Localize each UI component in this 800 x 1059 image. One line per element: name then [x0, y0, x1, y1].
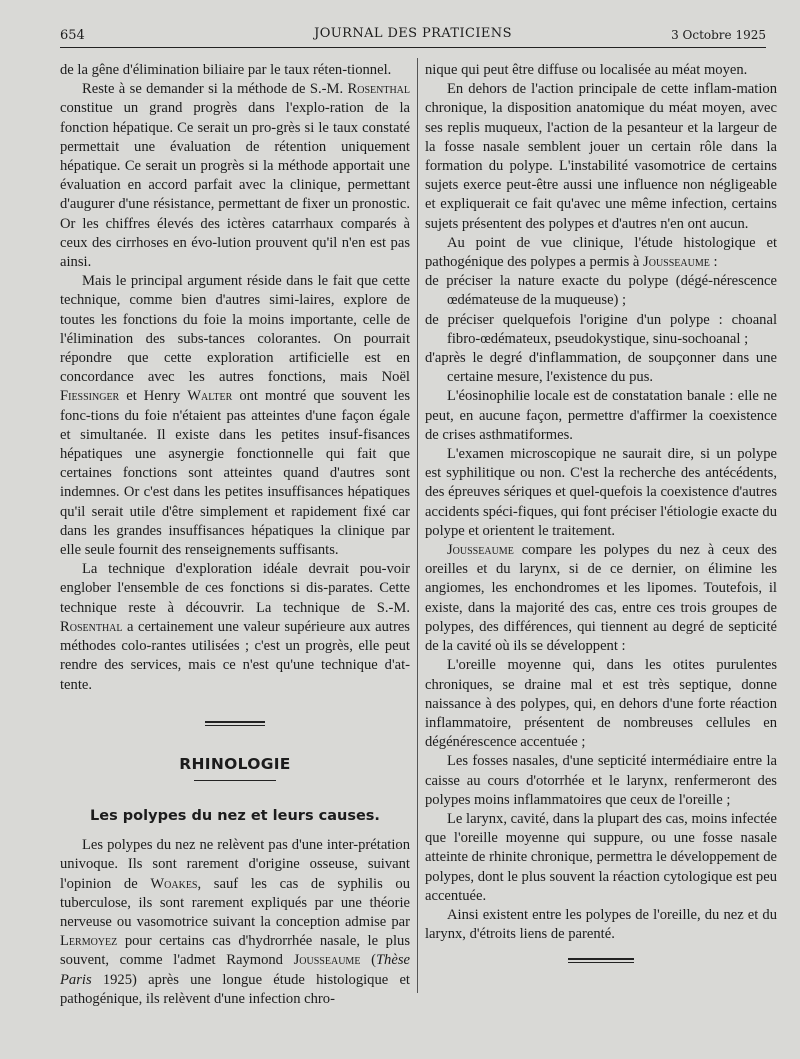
list-item: d'après le degré d'inflammation, de soupçonner dans une certaine mesure, l'existence du pus. [425, 350, 777, 386]
section-heading: RHINOLOGIE [179, 754, 291, 773]
author-name: Jousseaume [447, 542, 514, 559]
paragraph: Le larynx, cavité, dans la plupart des cas, moins infectée que l'oreille moyenne qui suppure, ou une fosse nasale atteinte de rhinite chronique, permettra le développement de polypes, dont le plus souvent la réaction cytologique est peu accentuée. [425, 810, 777, 904]
paragraph: L'oreille moyenne qui, dans les otites purulentes chroniques, se draine mal et est très septique, donne naissance à des polypes, qui, en dehors d'une forte réaction inflammatoire, présentent de nombreuses cellules en dégénérescence accentuée ; [425, 657, 777, 751]
author-name: Woakes [150, 875, 198, 892]
article-title: Les polypes du nez et leurs causes. [90, 807, 380, 824]
column-divider [417, 58, 418, 993]
journal-title: JOURNAL DES PRATICIENS [314, 26, 512, 41]
paragraph: Les fosses nasales, d'une septicité intermédiaire entre la caisse au cours d'otorrhée et le larynx, renfermeront des polypes moins inflammatoires que ceux de l'oreille ; [425, 753, 777, 808]
left-column [60, 61, 410, 1009]
thesis-reference: Thèse Paris [60, 952, 410, 988]
header-rule [60, 47, 766, 48]
paragraph: de la gêne d'élimination biliaire par le taux réten-tionnel. [60, 62, 392, 78]
author-name: Walter [187, 388, 233, 405]
author-name: Rosenthal [347, 81, 410, 98]
right-column [425, 61, 777, 963]
end-separator [568, 958, 634, 963]
paragraph: Jousseaume compare les polypes du nez à ceux des oreilles et du larynx, si de ce dernier, on élimine les angiomes, les enchondromes et les lipomes. Toutefois, il existe, dans la majorité des cas, entre ces trois groupes de polypes, des différences, qui tiennent au degré de septicité de la cavité où ils se développent : [425, 542, 777, 655]
paragraph: Ainsi existent entre les polypes de l'oreille, du nez et du larynx, d'étroits liens de parenté. [425, 906, 777, 943]
heading-underline [194, 780, 276, 781]
paragraph: Reste à se demander si la méthode de S.-M. Rosenthal constitue un grand progrès dans l'explo-ration de la fonction hépatique. Ce serait un pro-grès si le taux constaté permettait une évaluation de rétention uniquement hépatique. Ce serait un progrès si la méthode apportait une évaluation en accord parfait avec la clinique, permettant d'augurer d'une résistance, permettant de fixer un pronostic. Or les chiffres élevés des ictères catarrhaux comparés à ceux des cirrhoses en évo-lution prouvent qu'il n'en est pas ainsi. [60, 81, 410, 271]
paragraph: nique qui peut être diffuse ou localisée au méat moyen. [425, 62, 748, 78]
paragraph: En dehors de l'action principale de cette inflam-mation chronique, la disposition anatomique du méat moyen, avec ses replis muqueux, l'action de la pesanteur et la largeur de la fosse nasale semblent jouer un certain rôle dans la formation du polype. L'instabilité vasomotrice de certains sujets exerce peut-être aussi une influence non négligeable et expliquerait ce fait qu'avec une même infection, certains sujets présentent des polypes et d'autres n'en ont aucun. [425, 81, 777, 232]
paragraph: L'éosinophilie locale est de constatation banale : elle ne peut, en aucune façon, permettre d'affirmer la coexistence de crises asthmatiformes. [425, 388, 777, 443]
list-item: de préciser la nature exacte du polype (dégé-nérescence œdémateuse de la muqueuse) ; [425, 273, 777, 309]
page-number: 654 [60, 28, 85, 43]
author-name: Rosenthal [60, 618, 123, 635]
author-name: Lermoyez [60, 933, 118, 950]
author-name: Fiessinger [60, 388, 120, 405]
paragraph: L'examen microscopique ne saurait dire, si un polype est syphilitique ou non. C'est la recherche des antécédents, des épreuves sériques et quel-quefois la coexistence d'autres accidents spéci-fiques, qui font préciser l'étiologie exacte du polype et orientent le traitement. [425, 446, 777, 539]
running-header [60, 26, 766, 48]
paragraph: La technique d'exploration idéale devrait pou-voir englober l'ensemble de ces fonctions si dis-parates. Cette technique reste à découvrir. La technique de S.-M. Rosenthal a certainement une valeur supérieure aux autres méthodes colo-rantes utilisées ; c'est un progrès, elle peut rendre des services, mais ce n'est qu'une technique d'at-tente. [60, 561, 410, 693]
paragraph: Mais le principal argument réside dans le fait que cette technique, comme bien d'autres simi-laires, explore de toutes les fonctions du foie la moins importante, celle de l'élimination des subs-tances colorantes. On pourrait répondre que cette exploration artificielle est en concordance avec les autres fonctions, mais Noël Fiessinger et Henry Walter ont montré que souvent les fonc-tions du foie n'étaient pas atteintes d'une façon égale et simultanée. Il existe dans les petites insuf-fisances hépatiques une asynergie fonctionnelle qui fait que certaines fonctions sont atteintes quand d'autres sont indemnes. Or c'est dans les petites insuffisances hépatiques qu'il serait utile d'être simplement et rapidement fixé car dans les grandes insuffisances hépatiques la clinique par elle seule fournit des renseignements suffisants. [60, 273, 410, 559]
paragraph: Les polypes du nez ne relèvent pas d'une inter-prétation univoque. Ils sont rarement d'origine osseuse, suivant l'opinion de Woakes, sauf les cas de syphilis ou tuberculose, ils sont rarement expliqués par une théorie nerveuse ou vasomotrice suivant la conception admise par Lermoyez pour certains cas d'hydrorrhée nasale, le plus souvent, comme l'admet Raymond Jousseaume (Thèse Paris 1925) après une longue étude histologique et pathogénique, ils relèvent d'une infection chro- [60, 837, 410, 1007]
list-item: de préciser quelquefois l'origine d'un polype : choanal fibro-œdémateux, pseudokystique, sinu-sochoanal ; [425, 311, 777, 347]
issue-date: 3 Octobre 1925 [671, 28, 766, 42]
author-name: Jousseaume [293, 952, 361, 969]
author-name: Jousseaume [643, 254, 710, 271]
section-separator [205, 721, 265, 726]
paragraph: Au point de vue clinique, l'étude histologique et pathogénique des polypes a permis à Jousseaume : [425, 234, 777, 271]
